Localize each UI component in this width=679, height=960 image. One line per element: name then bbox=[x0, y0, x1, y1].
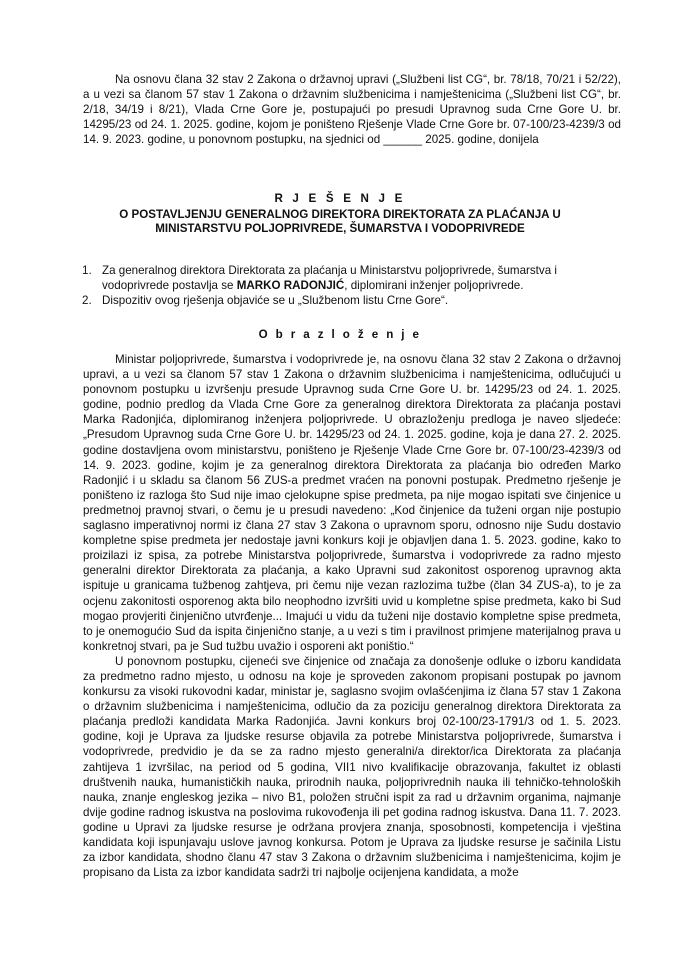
reasoning-title: O b r a z l o ž e n j e bbox=[258, 328, 422, 341]
decision-item-1-text-end: , diplomirani inženjer poljoprivrede. bbox=[344, 279, 524, 293]
decision-title: R J E Š E N J E bbox=[274, 192, 406, 205]
decision-subtitle-line-2: MINISTARSTVU POLJOPRIVREDE, ŠUMARSTVA I VODOPRIVREDE bbox=[155, 222, 525, 235]
decision-item-1-number: 1. bbox=[82, 264, 92, 277]
decision-subtitle-line-1: O POSTAVLJENJU GENERALNOG DIREKTORA DIREKTORATA ZA PLAĆANJA U bbox=[119, 208, 561, 221]
decision-item-2-number: 2. bbox=[82, 294, 92, 308]
reasoning-paragraph-2: U ponovnom postupku, cijeneći sve činjenice od značaja za donošenje odluke o izboru kandidata za predmetno radno mjesto, u odnosu na koje je sproveden zakonom propisani postupak po javnom konkursu za visoki rukovodni kadar, ministar je, saglasno svojim ovlašćenjima iz člana 57 stav 1 Zakona o državnim službenicima i namještenicima, odlučio da za poziciju generalnog direktora Direktorata za plaćanja predloži kandidata Marka Radonjića. Javni konkurs broj 02-100/23-1791/3 od 1. 5. 2023. godine, koji je Uprava za ljudske resurse objavila za potrebe Ministarstva poljoprivrede, šumarstva i vodoprivrede, predvidio je da se za radno mjesto generalni/a direktor/ica Direktorata za plaćanja zahtijeva 1 izvršilac, na period od 5 godina, VII1 nivo kvalifikacije obrazovanja, fakultet iz oblasti društvenih nauka, humanističkih nauka, prirodnih nauka, poljoprivrednih nauka ili tehničko-tehnoloških nauka, znanje engleskog jezika – nivo B1, položen stručni ispit za rad u državnim organima, najmanje dvije godine radnog iskustva na poslovima rukovođenja ili pet godina radnog iskustva. Dana 11. 7. 2023. godine u Upravi za ljudske resurse je održana provjera znanja, sposobnosti, kompetencija i vještina kandidata koji ispunjavaju uslove javnog konkursa. Potom je Uprava za ljudske resurse je sačinila Listu za izbor kandidata, shodno članu 47 stav 3 Zakona o državnim službenicima i namještenicima, kojim je propisano da Lista za izbor kandidata sadrži tri najbolje ocijenjena kandidata, a može bbox=[83, 654, 621, 880]
reasoning-paragraph-1: Ministar poljoprivrede, šumarstva i vodoprivrede je, na osnovu člana 32 stav 2 Zakona o državnoj upravi, a u vezi sa članom 57 stav 1 Zakona o državnim službenicima i namještenicima, odlučujući u ponovnom postupku u izvršenju presude Upravnog suda Crne Gore U. br. 14295/23 od 24. 1. 2025. godine, podnio predlog da Vlada Crne Gore za generalnog direktora Direktorata za plaćanja postavi Marka Radonjića, diplomiranog inženjera poljoprivrede. U obrazloženju predloga je naveo sljedeće: „Presudom Upravnog suda Crne Gore U. br. 14295/23 od 24. 1. 2025. godine, koja je dana 27. 2. 2025. godine dostavljena ovom ministarstvu, poništeno je Rješenje Vlade Crne Gore br. 07-100/23-4239/3 od 14. 9. 2023. godine, kojim je za generalnog direktora Direktorata za plaćanja bio određen Marko Radonjić i u skladu sa članom 56 ZUS-a predmet vraćen na ponovni postupak. Predmetno rješenje je poništeno iz razloga što Sud nije imao cjelokupne spise predmeta, pa nije mogao ispitati sve činjenice u predmetnoj pravnoj stvari, o čemu je u presudi navedeno: „Kod činjenice da tuženi organ nije postupio saglasno imperativnoj normi iz člana 27 stav 3 Zakona o upravnom sporu, odnosno nije Sudu dostavio kompletne spise predmeta jer nedostaje javni konkurs koji je objavljen dana 1. 5. 2023. godine, kako to proizilazi iz spisa, za potrebe Ministarstva poljoprivrede, šumarstva i vodoprivrede za radno mjesto generalni direktor Direktorata za plaćanja, a kako Upravni sud zakonitost osporenog upravnog akta ispituje u granicama tužbenog zahtjeva, pri čemu nije vezan razlozima tužbe (član 34 ZUS-a), to je za ocjenu zakonitosti osporenog akta bilo neophodno izvršiti uvid u kompletne spise predmeta, kako bi Sud mogao provjeriti činjenično utvrđenje... Imajući u vidu da tuženi nije dostavio kompletne spise predmeta, to je onemogućio Sud da ispita činjenično stanje, a u vezi s tim i pravilnost primjene materijalnog prava u konkretnoj stvari, pa je Sud tužbu uvažio i osporeni akt poništio.“ bbox=[83, 353, 621, 653]
intro-paragraph: Na osnovu člana 32 stav 2 Zakona o državnoj upravi („Službeni list CG“, br. 78/18, 70/21 i 52/22), a u vezi sa članom 57 stav 1 Zakona o državnim službenicima i namještenicima („Službeni list CG“, br. 2/18, 34/19 i 8/21), Vlada Crne Gore je, postupajući po presudi Upravnog suda Crne Gore U. br. 14295/23 od 24. 1. 2025. godine, kojom je poništeno Rješenje Vlade Crne Gore br. 07-100/23-4239/3 od 14. 9. 2023. godine, u ponovnom postupku, na sjednici od ______ 2025. godine, donijela bbox=[83, 73, 621, 147]
decision-item-1 bbox=[82, 263, 622, 293]
decision-item-2 bbox=[82, 293, 622, 308]
appointee-name: MARKO RADONJIĆ bbox=[236, 279, 345, 293]
decision-list bbox=[82, 263, 622, 308]
decision-item-2-text: Dispozitiv ovog rješenja objaviće se u „Službenom listu Crne Gore“. bbox=[102, 294, 449, 308]
reasoning-body bbox=[83, 352, 621, 880]
decision-item-1-text: Za generalnog direktora Direktorata za plaćanja u Ministarstvu poljoprivrede, šumarstva i vodoprivrede postavlja se bbox=[102, 264, 557, 293]
decision-title-block bbox=[60, 192, 620, 236]
